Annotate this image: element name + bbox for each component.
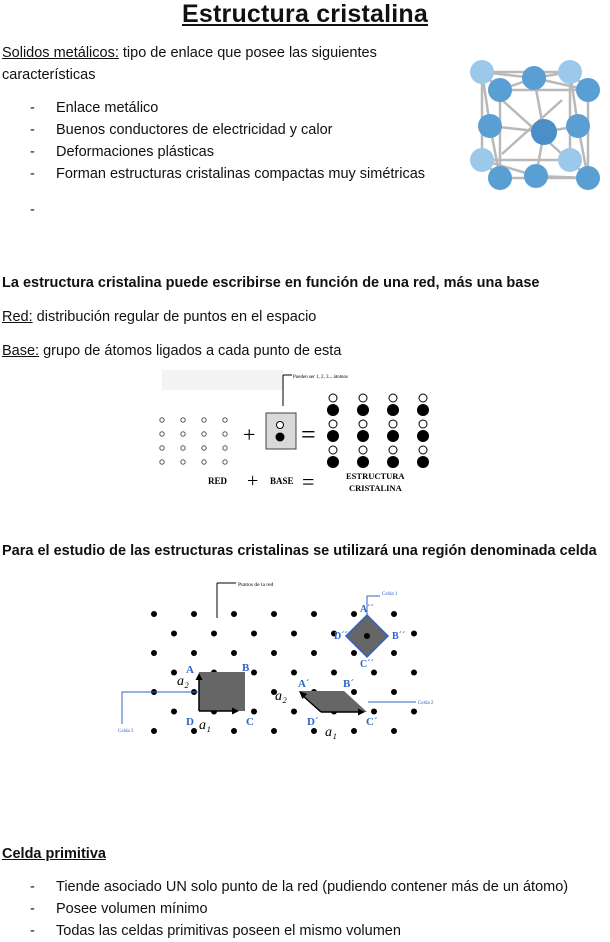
- lattice-point: [291, 670, 297, 676]
- lattice-point: [160, 432, 164, 436]
- label-red: RED: [208, 476, 228, 486]
- crystal-lattice-illustration: [462, 50, 610, 200]
- lattice-point: [151, 650, 157, 656]
- primitive-list: [30, 876, 608, 942]
- lattice-point: [223, 460, 227, 464]
- properties-list: [30, 97, 470, 221]
- lattice-point: [351, 728, 357, 734]
- atom-small: [359, 420, 367, 428]
- unit-cell-figure: [110, 578, 450, 788]
- red-definition: [2, 306, 602, 328]
- atom-small: [329, 420, 337, 428]
- callout-lattice-points: Puntos de la red: [238, 582, 274, 588]
- label-C-prime: C´: [366, 716, 378, 728]
- lattice-point: [291, 631, 297, 637]
- lattice-heading: La estructura cristalina puede escribirse en función de una red, más una base: [2, 275, 540, 291]
- lattice-point: [411, 709, 417, 715]
- lattice-point: [311, 728, 317, 734]
- atom-small: [329, 446, 337, 454]
- list-item: - Enlace metálico: [30, 100, 159, 116]
- lattice-point: [202, 418, 206, 422]
- lattice-point: [271, 611, 277, 617]
- label-structure-2: CRISTALINA: [349, 483, 402, 493]
- label-D: D: [186, 716, 194, 728]
- base-term: Base:: [2, 343, 40, 359]
- atom-large: [357, 430, 369, 442]
- lattice-point: [171, 709, 177, 715]
- cell-heading: Para el estudio de las estructuras cristalinas se utilizará una región denominada celda: [2, 543, 597, 559]
- callout-cell-1: Celda 1: [382, 592, 398, 597]
- atom-large: [417, 456, 429, 468]
- base-text: grupo de átomos ligados a cada punto de esta: [39, 343, 342, 359]
- lattice-point: [391, 650, 397, 656]
- red-term: Red:: [2, 309, 33, 325]
- list-item: - Buenos conductores de electricidad y calor: [30, 122, 333, 138]
- page-title: Estructura cristalina: [182, 0, 428, 28]
- lattice-point: [411, 670, 417, 676]
- atom-large: [357, 404, 369, 416]
- lattice-point: [223, 446, 227, 450]
- lattice-point: [181, 418, 185, 422]
- list-item: -: [30, 202, 35, 218]
- lattice-point: [202, 460, 206, 464]
- plus-sign-top: +: [243, 422, 256, 447]
- lattice-point: [151, 728, 157, 734]
- intro-paragraph: [2, 42, 442, 86]
- lattice-point: [202, 446, 206, 450]
- lattice-point: [181, 460, 185, 464]
- label-D-dprime: D´´: [334, 631, 348, 642]
- atom-small: [419, 420, 427, 428]
- intro-text-2: características: [2, 67, 96, 83]
- lattice-point: [231, 650, 237, 656]
- lattice-point: [391, 611, 397, 617]
- atom-small: [389, 420, 397, 428]
- atom-small: [389, 446, 397, 454]
- lattice-point: [351, 650, 357, 656]
- lattice-point: [311, 611, 317, 617]
- atom-large: [327, 430, 339, 442]
- lattice-point: [391, 728, 397, 734]
- label-A-prime: A´: [298, 678, 310, 690]
- lattice-point: [211, 631, 217, 637]
- primitive-cell-square: [199, 672, 245, 711]
- atom-large: [357, 456, 369, 468]
- lattice-point: [191, 611, 197, 617]
- lattice-point: [191, 728, 197, 734]
- plus-sign: +: [247, 470, 259, 492]
- lattice-point: [181, 432, 185, 436]
- list-item: - Posee volumen mínimo: [30, 901, 208, 917]
- vector-a2-prime: a₂: [275, 689, 287, 704]
- lattice-point: [311, 650, 317, 656]
- crystal-structure-grid: [327, 394, 429, 468]
- lattice-point: [271, 728, 277, 734]
- atom-large: [417, 404, 429, 416]
- lattice-point: [223, 432, 227, 436]
- lattice-point: [202, 432, 206, 436]
- atom-large: [327, 404, 339, 416]
- atom-small: [389, 394, 397, 402]
- label-B-dprime: B´´: [392, 631, 406, 642]
- label-D-prime: D´: [307, 716, 319, 728]
- label-A: A: [186, 664, 194, 676]
- label-A-dprime: A´´: [360, 604, 374, 615]
- vector-a2: a₂: [177, 674, 189, 689]
- lattice-point: [171, 631, 177, 637]
- atom-small: [419, 446, 427, 454]
- atom-large: [387, 430, 399, 442]
- vector-a1-prime: a₁: [325, 725, 337, 740]
- lattice-point: [391, 689, 397, 695]
- lattice-point: [251, 670, 257, 676]
- label-base: BASE: [270, 476, 294, 486]
- lattice-point: [191, 650, 197, 656]
- callout-cell-2: Celda 2: [418, 701, 434, 706]
- lattice-point: [351, 611, 357, 617]
- red-point-grid: [160, 418, 227, 464]
- lattice-point: [271, 650, 277, 656]
- lattice-plus-base-figure: [150, 368, 450, 498]
- figure1-callout: Pueden ser 1, 2, 3... átomos: [293, 375, 348, 380]
- atom-small: [419, 394, 427, 402]
- lattice-point: [223, 418, 227, 422]
- lattice-point: [151, 611, 157, 617]
- lattice-point: [411, 631, 417, 637]
- atom-small: [329, 394, 337, 402]
- atom-large: [387, 404, 399, 416]
- lattice-point: [181, 446, 185, 450]
- base-definition: [2, 340, 602, 362]
- intro-text: tipo de enlace que posee las siguientes: [118, 45, 377, 61]
- label-C-dprime: C´´: [360, 659, 374, 670]
- list-item: - Deformaciones plásticas: [30, 144, 214, 160]
- vector-a1: a₁: [199, 718, 211, 733]
- red-text: distribución regular de puntos en el espacio: [32, 309, 317, 325]
- equals-sign-top: =: [301, 420, 316, 449]
- lattice-point: [231, 728, 237, 734]
- lattice-point: [160, 446, 164, 450]
- list-item: - Tiende asociado UN solo punto de la red (pudiendo contener más de un átomo): [30, 879, 569, 895]
- lattice-point: [371, 670, 377, 676]
- lattice-point: [371, 709, 377, 715]
- label-C: C: [246, 716, 254, 728]
- callout-cell-3: Celda 3: [118, 729, 134, 734]
- atom-large: [417, 430, 429, 442]
- primitive-heading: Celda primitiva: [2, 846, 106, 862]
- lattice-point: [251, 709, 257, 715]
- lattice-point: [331, 670, 337, 676]
- equals-sign: =: [302, 469, 315, 494]
- lattice-point: [251, 631, 257, 637]
- label-structure-1: ESTRUCTURA: [346, 471, 405, 481]
- atom-small: [359, 394, 367, 402]
- atom-large: [387, 456, 399, 468]
- list-item: - Todas las celdas primitivas poseen el mismo volumen: [30, 923, 401, 939]
- label-B-prime: B´: [343, 678, 354, 690]
- list-item: - Forman estructuras cristalinas compactas muy simétricas: [30, 166, 426, 182]
- lattice-point: [160, 460, 164, 464]
- intro-term: Solidos metálicos:: [2, 45, 119, 61]
- lattice-point: [291, 709, 297, 715]
- atom-large: [327, 456, 339, 468]
- label-B: B: [242, 662, 250, 674]
- lattice-point: [160, 418, 164, 422]
- lattice-point: [231, 611, 237, 617]
- atom-small: [359, 446, 367, 454]
